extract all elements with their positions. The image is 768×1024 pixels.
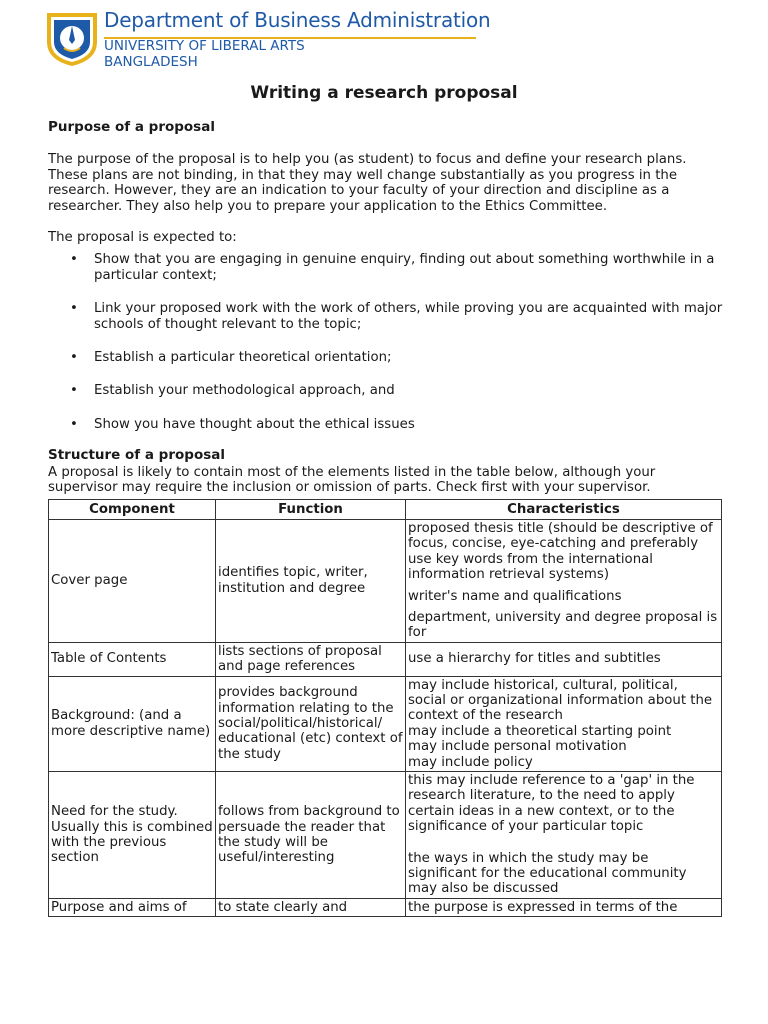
list-item: • Show you have thought about the ethical issues <box>48 417 728 432</box>
table-row <box>49 772 722 899</box>
letterhead <box>44 8 491 70</box>
heading-purpose: Purpose of a proposal <box>48 119 215 135</box>
row-characteristics <box>406 519 722 642</box>
heading-structure: Structure of a proposal <box>48 447 225 464</box>
row-function: to state clearly and <box>216 898 406 916</box>
list-item: • Link your proposed work with the work of others, while proving you are acquainted with major schools of thought relevant to the topic; <box>48 301 728 332</box>
row-component: Need for the study. Usually this is combined with the previous section <box>49 772 216 899</box>
characteristic: use a hierarchy for titles and subtitles <box>408 651 661 667</box>
list-item: • Show that you are engaging in genuine enquiry, finding out about something worthwhile in a particular context; <box>48 252 728 283</box>
purpose-paragraph: The purpose of the proposal is to help you (as student) to focus and define your research plans. These plans are not binding, in that they may well change substantially as you progress in the research. However, they are an indication to your faculty of your direction and discipline as a researcher. They also help you to prepare your application to the Ethics Committee. <box>48 152 687 214</box>
row-characteristics <box>406 898 722 916</box>
characteristic: the purpose is expressed in terms of the <box>408 899 678 915</box>
characteristic: this may include reference to a 'gap' in the research literature, to the need to apply certain ideas in a new context, or to the significance of your particular topic <box>408 773 695 835</box>
row-function: identifies topic, writer, institution and degree <box>216 519 406 642</box>
document-body <box>48 120 728 917</box>
document-title: Writing a research proposal <box>250 83 518 103</box>
row-component: Cover page <box>49 519 216 642</box>
row-component: Background: (and a more descriptive name) <box>49 676 216 771</box>
row-function: lists sections of proposal and page references <box>216 642 406 676</box>
department-name: Department of Business Administration <box>104 8 491 32</box>
expected-lead: The proposal is expected to: <box>48 230 237 246</box>
table-row <box>49 519 722 642</box>
row-function: provides background information relating to the social/political/historical/ educational (etc) context of the study <box>216 676 406 771</box>
characteristic: may include policy <box>408 754 533 770</box>
table-row <box>49 898 722 916</box>
list-item: • Establish your methodological approach, and <box>48 383 728 398</box>
table-row <box>49 642 722 676</box>
country-line: BANGLADESH <box>104 54 198 70</box>
row-characteristics <box>406 676 722 771</box>
table-row <box>49 676 722 771</box>
expectations-list <box>48 252 728 432</box>
characteristic: writer's name and qualifications <box>408 588 622 604</box>
characteristic: may include a theoretical starting point <box>408 723 672 739</box>
header-characteristics: Characteristics <box>406 499 722 519</box>
characteristic: may include personal motivation <box>408 739 627 755</box>
university-seal-icon <box>44 10 100 68</box>
characteristic: proposed thesis title (should be descriptive of focus, concise, eye-catching and preferably use key words from the international information retrieval systems) <box>408 520 713 583</box>
proposal-structure-table <box>48 499 722 918</box>
header-component: Component <box>49 499 216 519</box>
table-header-row <box>49 499 722 519</box>
row-component: Table of Contents <box>49 642 216 676</box>
row-characteristics <box>406 772 722 899</box>
structure-paragraph: A proposal is likely to contain most of the elements listed in the table below, although your supervisor may require the inclusion or omission of parts. Check first with your supervisor. <box>48 464 656 496</box>
university-name <box>104 38 305 70</box>
characteristic: may include historical, cultural, political, social or organizational information about the context of the research <box>408 677 713 724</box>
header-function: Function <box>216 499 406 519</box>
characteristic: department, university and degree proposal is for <box>408 609 718 641</box>
list-item: • Establish a particular theoretical orientation; <box>48 350 728 365</box>
university-line: UNIVERSITY OF LIBERAL ARTS <box>104 38 305 54</box>
row-function: follows from background to persuade the reader that the study will be useful/interesting <box>216 772 406 899</box>
row-characteristics <box>406 642 722 676</box>
row-component: Purpose and aims of <box>49 898 216 916</box>
characteristic: the ways in which the study may be significant for the educational community may also be discussed <box>408 850 687 897</box>
